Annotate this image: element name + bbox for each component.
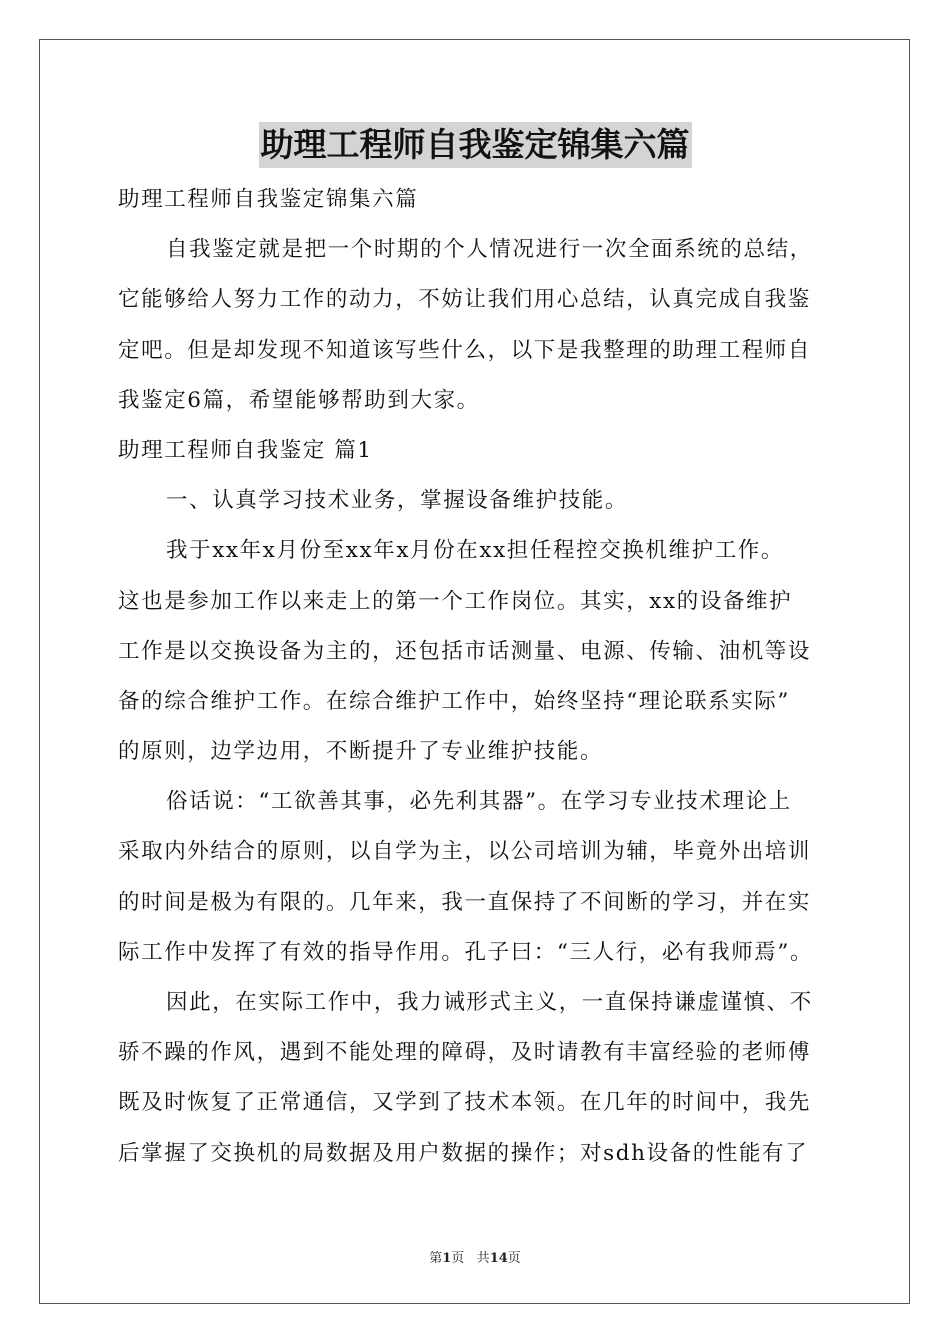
text-line: 的时间是极为有限的。几年来，我一直保持了不间断的学习，并在实 [118, 889, 812, 915]
text-line: 采取内外结合的原则，以自学为主，以公司培训为辅，毕竟外出培训 [118, 839, 812, 865]
document-title: 助理工程师自我鉴定锦集六篇 [259, 122, 692, 168]
footer-total-suffix: 页 [507, 1251, 521, 1266]
text-line: 定吧。但是却发现不知道该写些什么，以下是我整理的助理工程师自 [118, 337, 812, 363]
text-line: 助理工程师自我鉴定锦集六篇 [118, 187, 419, 212]
text-line: 因此，在实际工作中，我力诫形式主义，一直保持谦虚谨慎、不 [166, 990, 813, 1015]
page-footer [0, 1247, 950, 1266]
footer-total-prefix: 共 [476, 1251, 490, 1266]
text-line: 工作是以交换设备为主的，还包括市话测量、电源、传输、油机等设 [118, 638, 812, 664]
document-body [118, 175, 834, 1179]
text-line: 助理工程师自我鉴定 篇1 [118, 437, 373, 463]
text-line: 一、认真学习技术业务，掌握设备维护技能。 [166, 488, 629, 514]
footer-page-number: 1 [442, 1251, 452, 1266]
text-line: 俗话说：“工欲善其事，必先利其器”。在学习专业技术理论上 [166, 789, 792, 815]
text-line: 我鉴定6篇，希望能够帮助到大家。 [118, 387, 480, 413]
footer-total-pages: 14 [489, 1251, 508, 1266]
footer-page-suffix: 页 [451, 1251, 465, 1266]
text-line: 后掌握了交换机的局数据及用户数据的操作；对sdh设备的性能有了 [118, 1140, 809, 1166]
text-line: 际工作中发挥了有效的指导作用。孔子曰：“三人行，必有我师焉”。 [118, 939, 814, 965]
text-line: 的原则，边学边用，不断提升了专业维护技能。 [118, 739, 604, 765]
text-line: 骄不躁的作风，遇到不能处理的障碍，及时请教有丰富经验的老师傅 [118, 1040, 812, 1066]
text-line: 这也是参加工作以来走上的第一个工作岗位。其实，xx的设备维护 [118, 588, 793, 614]
text-line: 备的综合维护工作。在综合维护工作中，始终坚持“理论联系实际” [118, 688, 790, 714]
text-line: 它能够给人努力工作的动力，不妨让我们用心总结，认真完成自我鉴 [118, 287, 812, 313]
text-line: 自我鉴定就是把一个时期的个人情况进行一次全面系统的总结， [166, 237, 813, 263]
title-container [0, 122, 950, 168]
text-line: 既及时恢复了正常通信，又学到了技术本领。在几年的时间中，我先 [118, 1090, 812, 1116]
footer-page-prefix: 第 [429, 1251, 443, 1266]
text-line: 我于xx年x月份至xx年x月份在xx担任程控交换机维护工作。 [166, 538, 785, 564]
